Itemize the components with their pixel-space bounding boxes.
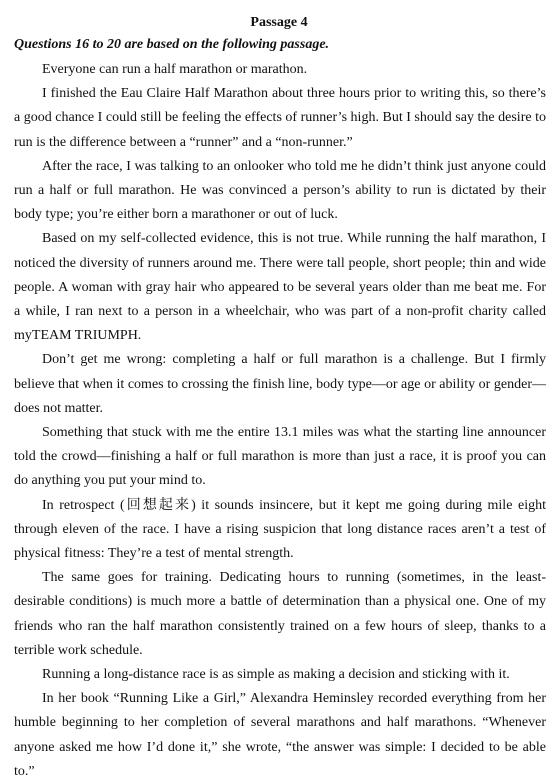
- paragraph-10: In her book “Running Like a Girl,” Alexandra Heminsley recorded everything from her humble beginning to her completion of several marathons and half marathons. “Whenever anyone asked me how I’d done it,” she wrote, “the answer was simple: I decided to be able to.”: [14, 691, 546, 779]
- paragraph-4: Based on my self-collected evidence, this is not true. While running the half marathon, I noticed the diversity of runners around me. There were tall people, short people; thin and wide people. A woman with gray hair who appeared to be several years older than me beat me. For a while, I ran next to a person in a wheelchair, who was part of a non-profit charity called myTEAM TRIUMPH.: [14, 231, 546, 344]
- paragraph-7: In retrospect (回想起来) it sounds insincere, but it kept me going during mile eight through eleven of the race. I have a rising suspicion that long distance races aren’t a test of physical fitness: They’re a test of mental strength.: [14, 497, 546, 562]
- paragraph-2: I finished the Eau Claire Half Marathon about three hours prior to writing this, so there’s a good chance I could still be feeling the effects of runner’s high. But I should say the desire to run is the difference between a “runner” and a “non-runner.”: [14, 86, 546, 150]
- passage-title: Passage 4: [250, 15, 308, 30]
- paragraph-6: Something that stuck with me the entire 13.1 miles was what the starting line announcer told the crowd—finishing a half or full marathon is more than just a race, it is proof you can do anything you put your mind to.: [14, 425, 546, 489]
- paragraph-8: The same goes for training. Dedicating hours to running (sometimes, in the least-desirable conditions) is much more a battle of determination than a physical one. One of my friends who ran the half marathon consistently trained on a few hours of sleep, thanks to a terrible work schedule.: [14, 570, 546, 658]
- paragraph-9: Running a long-distance race is as simple as making a decision and sticking with it.: [42, 667, 510, 683]
- paragraph-1: Everyone can run a half marathon or marathon.: [42, 62, 308, 77]
- passage-body: [14, 58, 546, 784]
- question-instructions: Questions 16 to 20 are based on the following passage.: [14, 37, 330, 52]
- paragraph-5: Don’t get me wrong: completing a half or full marathon is a challenge. But I firmly believe that when it comes to crossing the finish line, body type—or age or ability or gender—does not matter.: [14, 352, 546, 416]
- paragraph-3: After the race, I was talking to an onlooker who told me he didn’t think just anyone could run a half or full marathon. He was convinced a person’s ability to run is dictated by their body type; you’re either born a marathoner or out of luck.: [14, 158, 546, 223]
